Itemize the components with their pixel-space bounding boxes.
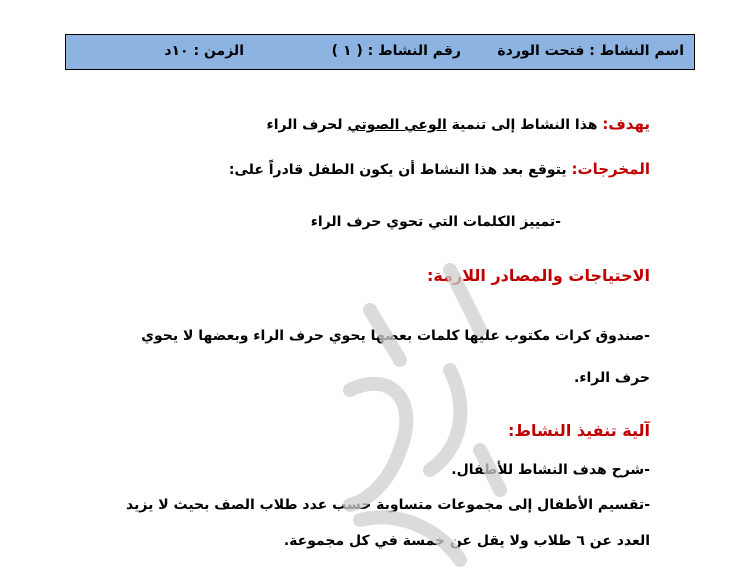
activity-time: الزمن : ١٠د	[164, 43, 244, 59]
goal-text-before: هذا النشاط إلى تنمية	[446, 117, 603, 133]
needs-heading: الاحتياجات والمصادر اللازمة:	[427, 266, 650, 285]
needs-line-2: حرف الراء.	[574, 370, 650, 386]
goal-underlined: الوعي الصوتي	[347, 117, 447, 133]
procedure-step-2-line-1: -تقسيم الأطفال إلى مجموعات متساوية حسب عدد طلاب الصف بحيث لا يزيد	[126, 497, 650, 513]
goal-text-after: لحرف الراء	[266, 117, 348, 133]
outcomes-label: المخرجات:	[571, 160, 650, 178]
goal-label: يهدف:	[602, 115, 650, 133]
outcomes-text: يتوقع بعد هذا النشاط أن يكون الطفل قادراً على:	[228, 162, 572, 178]
activity-number: رقم النشاط : ( ١ )	[331, 43, 461, 59]
procedure-step-1: -شرح هدف النشاط للأطفال.	[451, 462, 650, 478]
activity-header	[65, 34, 695, 70]
activity-name: اسم النشاط : فتحت الوردة	[497, 43, 684, 59]
outcome-item: -تمييز الكلمات التي تحوي حرف الراء	[310, 214, 561, 230]
needs-line-1: -صندوق كرات مكتوب عليها كلمات بعضها يحوي حرف الراء وبعضها لا يحوي	[141, 328, 650, 344]
outcomes-line	[229, 160, 650, 178]
procedure-heading: آلية تنفيذ النشاط:	[507, 421, 650, 440]
watermark	[330, 250, 530, 570]
procedure-step-2-line-2: العدد عن ٦ طلاب ولا يقل عن خمسة في كل مجموعة.	[283, 533, 650, 549]
goal-line	[267, 115, 650, 133]
